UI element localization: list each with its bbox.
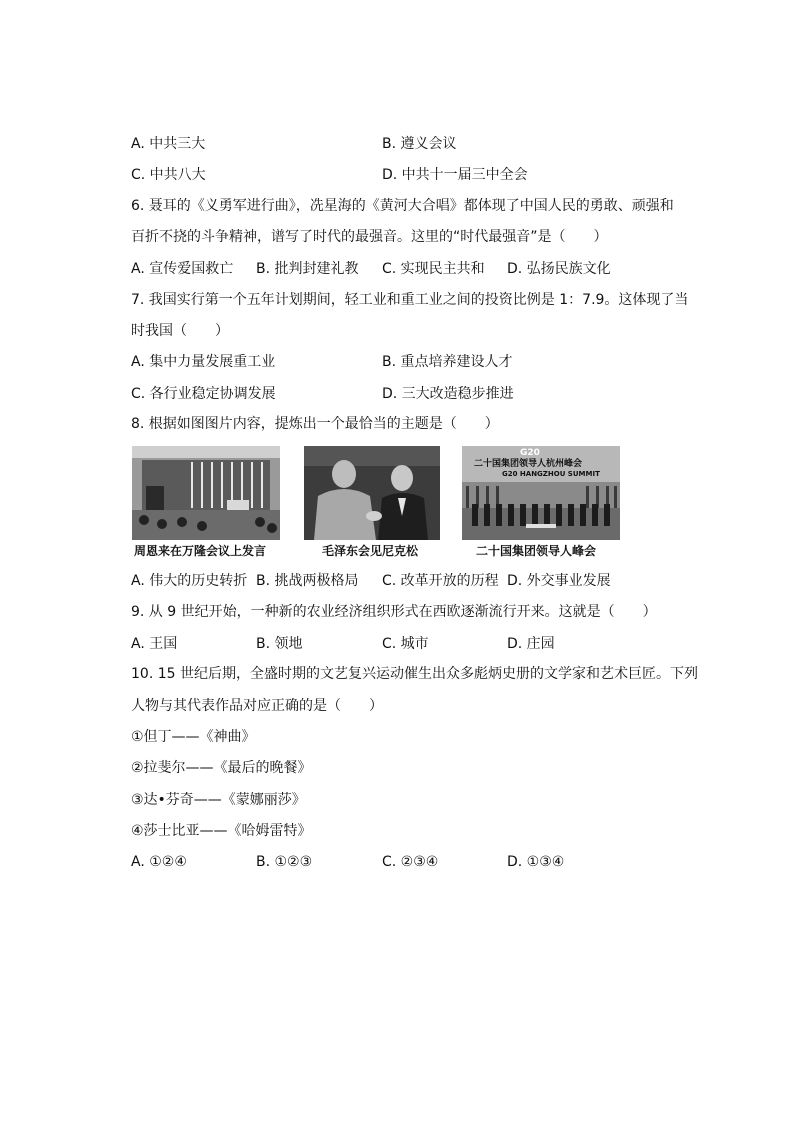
g20-banner-cn: 二十国集团领导人杭州峰会 xyxy=(474,459,583,469)
caption-mao-nixon: 毛泽东会见尼克松 xyxy=(322,544,419,558)
q5-option-b[interactable]: B. 遵义会议 xyxy=(382,136,457,152)
q8-option-c[interactable]: C. 改革开放的历程 xyxy=(382,573,499,589)
q6-stem-line1: 6. 聂耳的《义勇军进行曲》，冼星海的《黄河大合唱》都体现了中国人民的勇敢、顽强和 xyxy=(131,198,674,214)
q7-stem-line2: 时我国（ ） xyxy=(131,323,229,339)
q9-option-d[interactable]: D. 庄园 xyxy=(507,636,555,652)
q10-option-c[interactable]: C. ②③④ xyxy=(382,854,439,870)
q7-option-a[interactable]: A. 集中力量发展重工业 xyxy=(131,354,276,370)
q9-option-a[interactable]: A. 王国 xyxy=(131,636,178,652)
q10-stem-line2: 人物与其代表作品对应正确的是（ ） xyxy=(131,698,383,714)
q6-option-a[interactable]: A. 宣传爱国救亡 xyxy=(131,261,234,277)
q10-option-d[interactable]: D. ①③④ xyxy=(507,854,565,870)
g20-banner-en: G20 HANGZHOU SUMMIT xyxy=(502,470,600,478)
q10-statement-1: ①但丁——《神曲》 xyxy=(131,729,256,745)
q8-option-b[interactable]: B. 挑战两极格局 xyxy=(256,573,359,589)
q9-stem: 9. 从 9 世纪开始，一种新的农业经济组织形式在西欧逐渐流行开来。这就是（ ） xyxy=(131,604,657,620)
q7-stem-line1: 7. 我国实行第一个五年计划期间，轻工业和重工业之间的投资比例是 1：7.9。这体现了当 xyxy=(131,292,689,308)
q8-option-a[interactable]: A. 伟大的历史转折 xyxy=(131,573,248,589)
q9-option-c[interactable]: C. 城市 xyxy=(382,636,429,652)
caption-bandung: 周恩来在万隆会议上发言 xyxy=(134,544,267,558)
q10-statement-2: ②拉斐尔——《最后的晚餐》 xyxy=(131,760,312,776)
q5-option-a[interactable]: A. 中共三大 xyxy=(131,136,206,152)
q10-stem-line1: 10. 15 世纪后期，全盛时期的文艺复兴运动催生出众多彪炳史册的文学家和艺术巨匠。下列 xyxy=(131,666,698,682)
photo-mao-nixon xyxy=(304,446,440,540)
q6-option-b[interactable]: B. 批判封建礼教 xyxy=(256,261,359,277)
q8-option-d[interactable]: D. 外交事业发展 xyxy=(507,573,611,589)
photo-bandung-conference xyxy=(132,446,280,540)
q9-option-b[interactable]: B. 领地 xyxy=(256,636,303,652)
q7-option-c[interactable]: C. 各行业稳定协调发展 xyxy=(131,386,276,402)
photo-g20-summit xyxy=(462,446,620,540)
mao-nixon-photo-graphic xyxy=(304,446,440,540)
caption-g20: 二十国集团领导人峰会 xyxy=(476,544,597,558)
q7-option-b[interactable]: B. 重点培养建设人才 xyxy=(382,354,513,370)
q8-stem: 8. 根据如图图片内容，提炼出一个最恰当的主题是（ ） xyxy=(131,416,499,432)
q6-stem-line2: 百折不挠的斗争精神，谱写了时代的最强音。这里的“时代最强音”是（ ） xyxy=(131,229,608,245)
bandung-photo-graphic xyxy=(132,446,280,540)
q10-option-a[interactable]: A. ①②④ xyxy=(131,854,187,870)
q6-option-c[interactable]: C. 实现民主共和 xyxy=(382,261,485,277)
q7-option-d[interactable]: D. 三大改造稳步推进 xyxy=(382,386,514,402)
q5-option-d[interactable]: D. 中共十一届三中全会 xyxy=(382,167,528,183)
q5-option-c[interactable]: C. 中共八大 xyxy=(131,167,206,183)
g20-logo: G20 xyxy=(520,448,540,458)
q10-option-b[interactable]: B. ①②③ xyxy=(256,854,313,870)
q10-statement-3: ③达•芬奇——《蒙娜丽莎》 xyxy=(131,792,306,808)
q10-statement-4: ④莎士比亚——《哈姆雷特》 xyxy=(131,823,312,839)
q6-option-d[interactable]: D. 弘扬民族文化 xyxy=(507,261,611,277)
